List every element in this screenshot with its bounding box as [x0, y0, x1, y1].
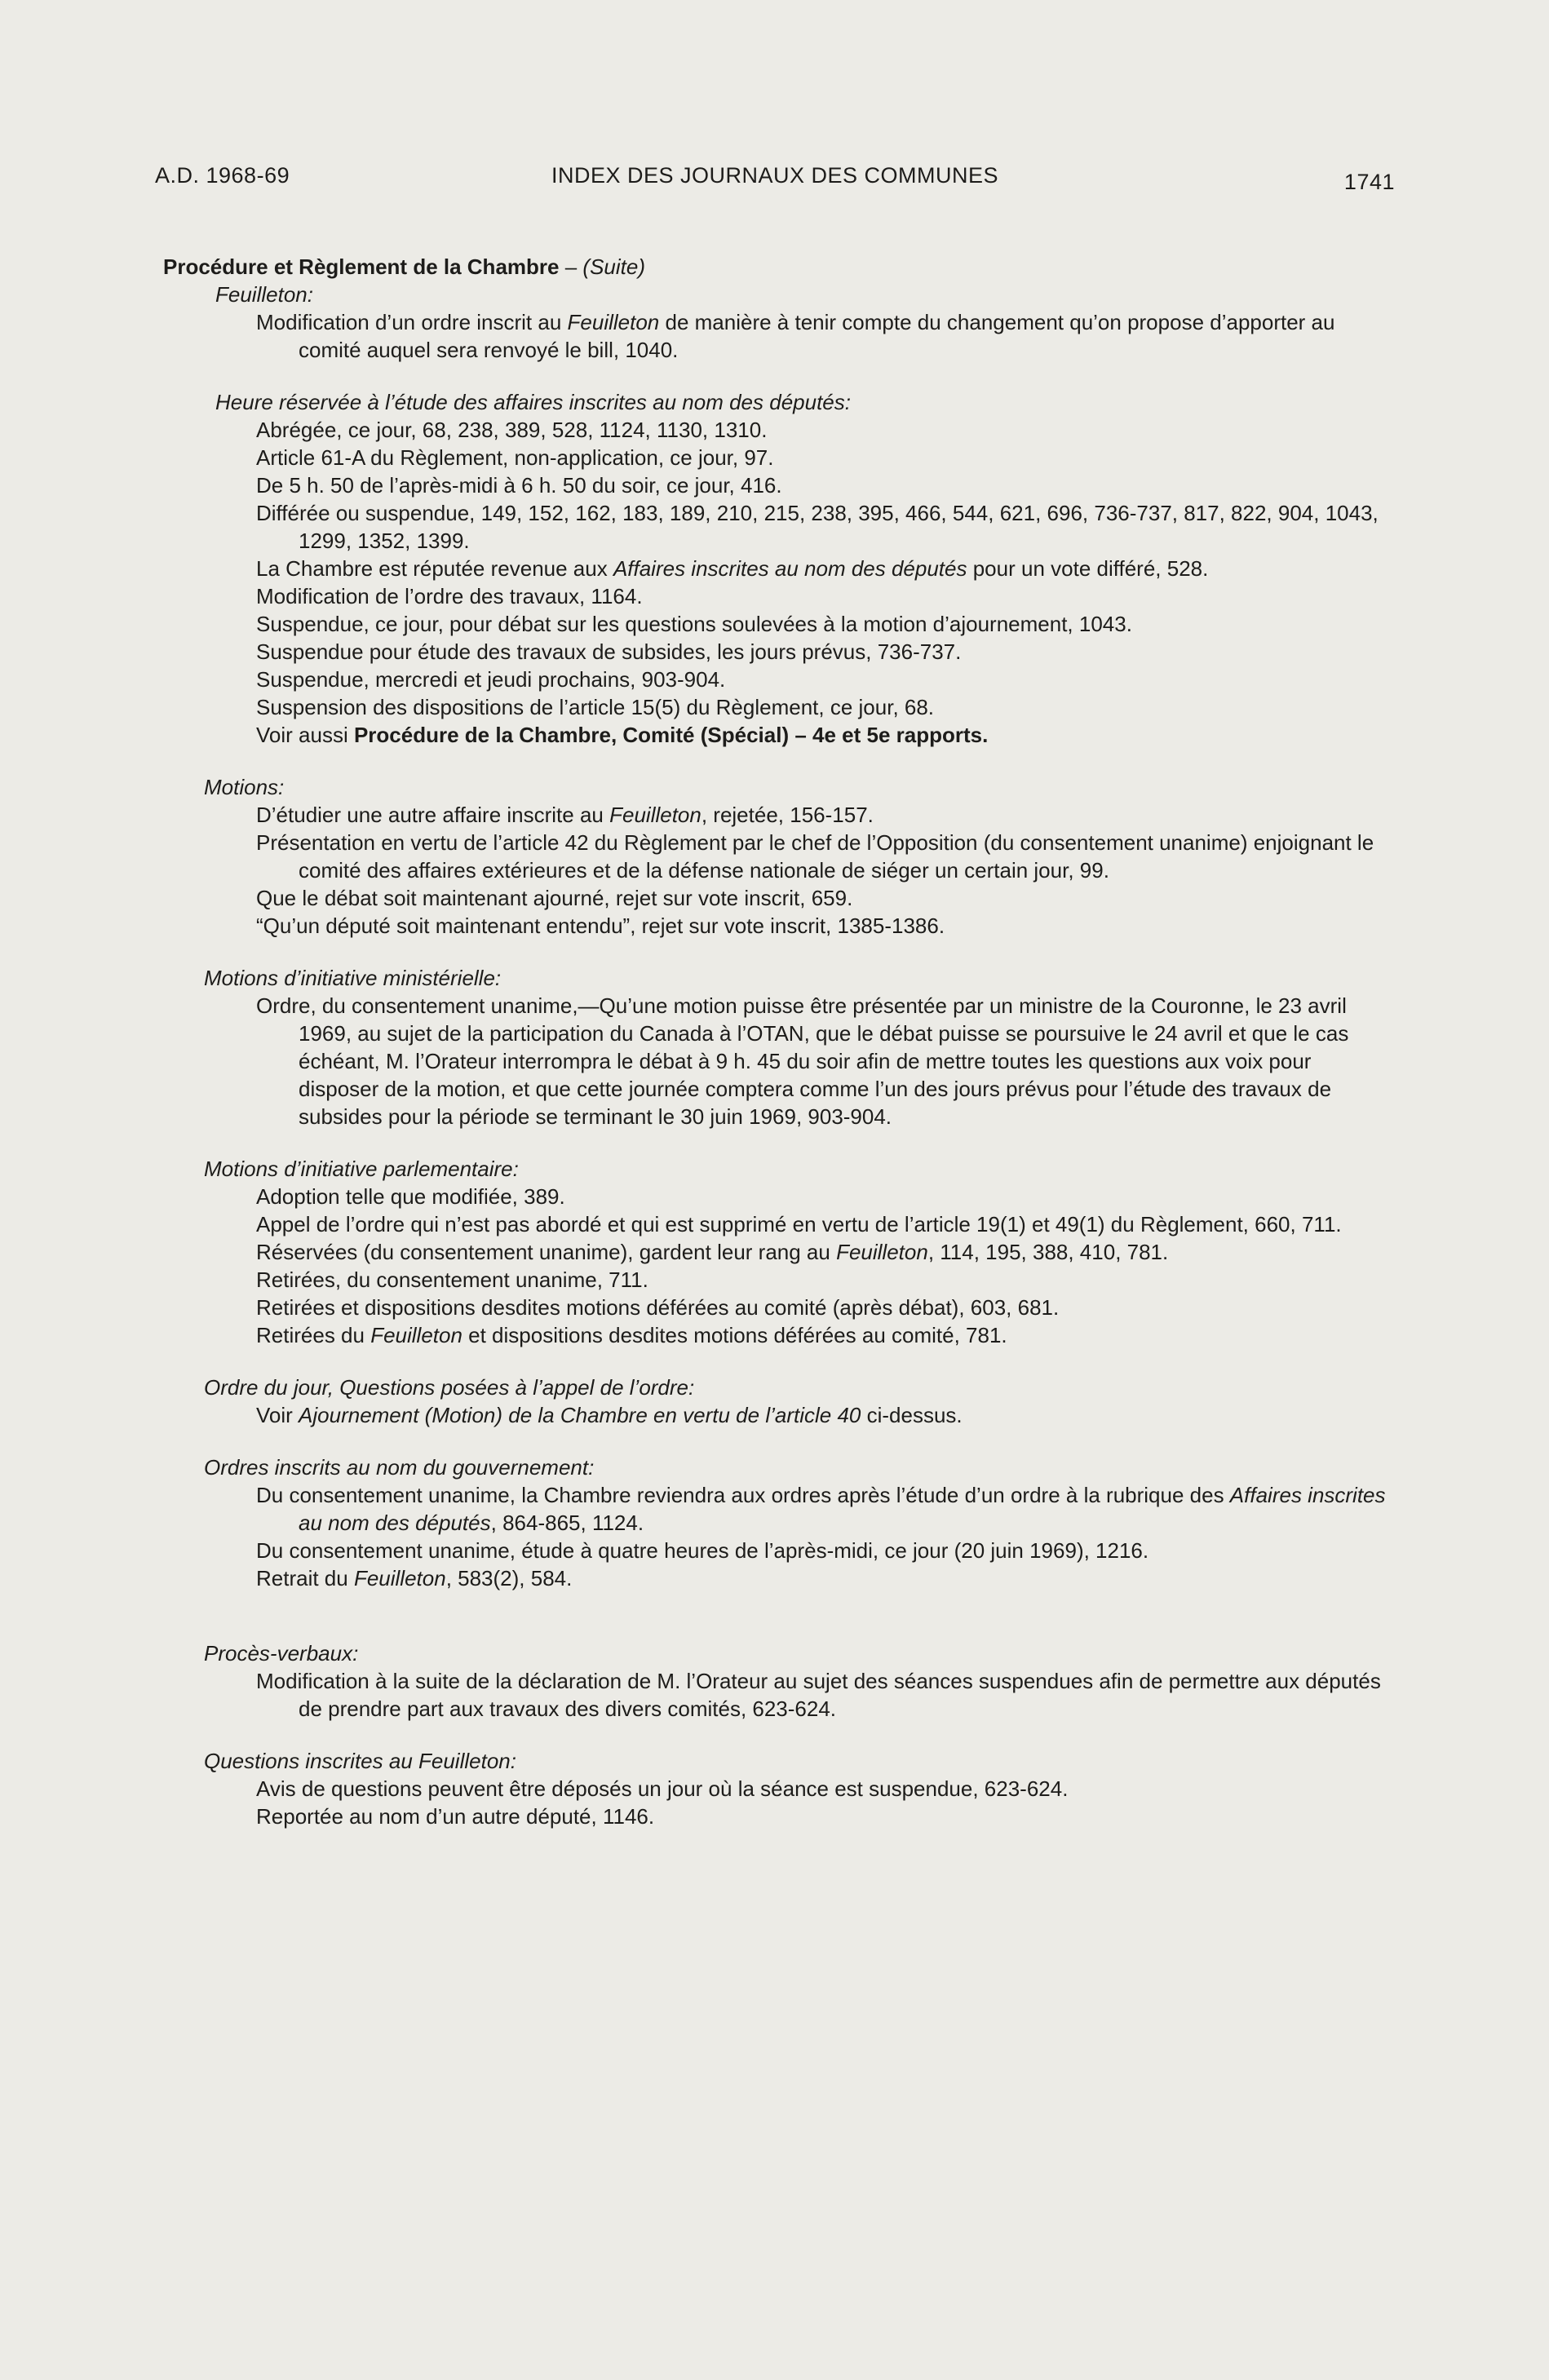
header-title: INDEX DES JOURNAUX DES COMMUNES [551, 163, 999, 188]
index-entry: Retirées et dispositions desdites motions déférées au comité (après débat), 603, 681. [256, 1295, 1060, 1320]
index-entry [256, 1238, 1395, 1266]
entry-text: ci-dessus. [861, 1403, 963, 1427]
index-entry: Modification à la suite de la déclaration de M. l’Orateur au sujet des séances suspendues afin de permettre aux députés de prendre part aux travaux des divers comités, 623-624. [256, 1669, 1381, 1721]
section-motions-parlementaires [163, 1155, 1395, 1349]
entry-text: et dispositions desdites motions déférées au comité, 781. [462, 1323, 1007, 1347]
index-entry: Abrégée, ce jour, 68, 238, 389, 528, 1124, 1130, 1310. [256, 418, 768, 442]
index-entry: Ordre, du consentement unanime,—Qu’une motion puisse être présentée par un ministre de la Couronne, le 23 avril 1969, au sujet de la participation du Canada à l’OTAN, que le débat puisse se poursuive le 24 avril et que le cas échéant, M. l’Orateur interrompra le débat à 9 h. 45 du soir afin de mettre toutes les questions aux voix pour disposer de la motion, et que cette journée comptera comme l’un des jours prévus pour l’étude des travaux de subsides pour la période se terminant le 30 juin 1969, 903-904. [256, 993, 1349, 1129]
index-entry: Différée ou suspendue, 149, 152, 162, 183, 189, 210, 215, 238, 395, 466, 544, 621, 696, 736-737, 817, 822, 904, 1043, 1299, 1352, 1399. [256, 501, 1379, 553]
section-title: Ordre du jour, Questions posées à l’appel de l’ordre: [204, 1375, 695, 1400]
index-entry: Adoption telle que modifiée, 389. [256, 1184, 565, 1209]
section-title: Ordres inscrits au nom du gouvernement: [204, 1455, 595, 1480]
section-motions [163, 773, 1395, 940]
index-entry: Présentation en vertu de l’article 42 du Règlement par le chef de l’Opposition (du consentement unanime) enjoignant le comité des affaires extérieures et de la défense nationale de siéger un certain jour, 99. [256, 830, 1374, 883]
index-entry: Avis de questions peuvent être déposés un jour où la séance est suspendue, 623-624. [256, 1776, 1069, 1801]
entry-italic: Feuilleton [370, 1323, 462, 1347]
section-title: Questions inscrites au Feuilleton: [204, 1749, 516, 1773]
index-entry: Retirées, du consentement unanime, 711. [256, 1267, 648, 1292]
running-head [155, 163, 1395, 196]
section-feuilleton [163, 281, 1395, 364]
index-entry: “Qu’un député soit maintenant entendu”, rejet sur vote inscrit, 1385-1386. [256, 914, 945, 938]
index-entry [256, 1321, 1395, 1349]
section-heure-reservee [163, 388, 1395, 749]
entry-text: pour un vote différé, 528. [967, 556, 1209, 581]
index-entry: Appel de l’ordre qui n’est pas abordé et qui est supprimé en vertu de l’article 19(1) et 49(1) du Règlement, 660, 711. [256, 1212, 1342, 1236]
section-motions-ministerielles [163, 964, 1395, 1130]
entry-text: D’étudier une autre affaire inscrite au [256, 803, 610, 827]
index-entry: Suspendue, ce jour, pour débat sur les questions soulevées à la motion d’ajournement, 1043. [256, 612, 1132, 636]
entry-text: Retirées du [256, 1323, 371, 1347]
entry-bold: Procédure de la Chambre, Comité (Spécial) – 4e et 5e rapports. [353, 723, 989, 747]
entry-text: Voir [256, 1403, 299, 1427]
entry-italic: Affaires inscrites au nom des députés [613, 556, 967, 581]
section-title: Motions d’initiative ministérielle: [204, 966, 502, 990]
index-entry: Modification de l’ordre des travaux, 1164. [256, 584, 643, 608]
index-entry: Du consentement unanime, étude à quatre heures de l’après-midi, ce jour (20 juin 1969), 1216. [256, 1538, 1149, 1563]
index-entry [256, 308, 1395, 364]
section-title: Motions: [204, 775, 285, 799]
section-title: Procès-verbaux: [204, 1641, 359, 1666]
entry-italic: Affaires inscrites au nom des députés [299, 1483, 1386, 1535]
entry-text: de manière à tenir compte du changement qu’on propose d’apporter au comité auquel sera renvoyé le bill, 1040. [299, 310, 1335, 362]
index-entry: Que le débat soit maintenant ajourné, rejet sur vote inscrit, 659. [256, 886, 853, 910]
section-title: Motions d’initiative parlementaire: [204, 1157, 519, 1181]
section-ordre-du-jour [163, 1374, 1395, 1429]
main-heading-dash: – [559, 254, 583, 279]
page-number: 1741 [1343, 170, 1395, 194]
index-entry: Suspension des dispositions de l’article 15(5) du Règlement, ce jour, 68. [256, 695, 935, 719]
entry-text: Voir aussi [256, 723, 354, 747]
index-body [163, 253, 1395, 1830]
entry-text: , 114, 195, 388, 410, 781. [927, 1240, 1169, 1264]
entry-italic: Feuilleton [567, 310, 660, 334]
index-entry [256, 1481, 1395, 1537]
section-proces-verbaux [163, 1639, 1395, 1723]
section-title: Heure réservée à l’étude des affaires inscrites au nom des députés: [215, 390, 851, 414]
entry-italic: Feuilleton [353, 1566, 446, 1590]
index-entry: Suspendue, mercredi et jeudi prochains, 903-904. [256, 667, 726, 692]
entry-text: Modification d’un ordre inscrit au [256, 310, 568, 334]
index-entry [256, 1401, 1395, 1429]
index-entry: Reportée au nom d’un autre député, 1146. [256, 1804, 655, 1829]
entry-italic: Ajournement (Motion) de la Chambre en vertu de l’article 40 [299, 1403, 861, 1427]
index-entry [256, 721, 1395, 749]
entry-text: Réservées (du consentement unanime), gardent leur rang au [256, 1240, 837, 1264]
index-entry [256, 1564, 1395, 1592]
entry-text: Retrait du [256, 1566, 354, 1590]
main-heading [163, 253, 1395, 281]
main-heading-suite: (Suite) [582, 254, 645, 279]
header-year: A.D. 1968-69 [155, 163, 290, 188]
main-heading-bold: Procédure et Règlement de la Chambre [163, 254, 560, 279]
entry-text: , 864-865, 1124. [490, 1511, 644, 1535]
index-entry: Article 61-A du Règlement, non-application, ce jour, 97. [256, 445, 774, 470]
section-title: Feuilleton: [215, 282, 313, 307]
index-entry [256, 555, 1395, 582]
entry-text: Du consentement unanime, la Chambre reviendra aux ordres après l’étude d’un ordre à la rubrique des [256, 1483, 1230, 1507]
entry-text: La Chambre est réputée revenue aux [256, 556, 613, 581]
entry-italic: Feuilleton [609, 803, 701, 827]
index-entry: De 5 h. 50 de l’après-midi à 6 h. 50 du soir, ce jour, 416. [256, 473, 782, 498]
entry-text: , rejetée, 156-157. [701, 803, 874, 827]
index-entry: Suspendue pour étude des travaux de subsides, les jours prévus, 736-737. [256, 639, 962, 664]
entry-italic: Feuilleton [836, 1240, 928, 1264]
section-questions-inscrites [163, 1747, 1395, 1830]
entry-text: , 583(2), 584. [445, 1566, 573, 1590]
index-entry [256, 801, 1395, 829]
section-ordres-gouvernement [163, 1453, 1395, 1592]
